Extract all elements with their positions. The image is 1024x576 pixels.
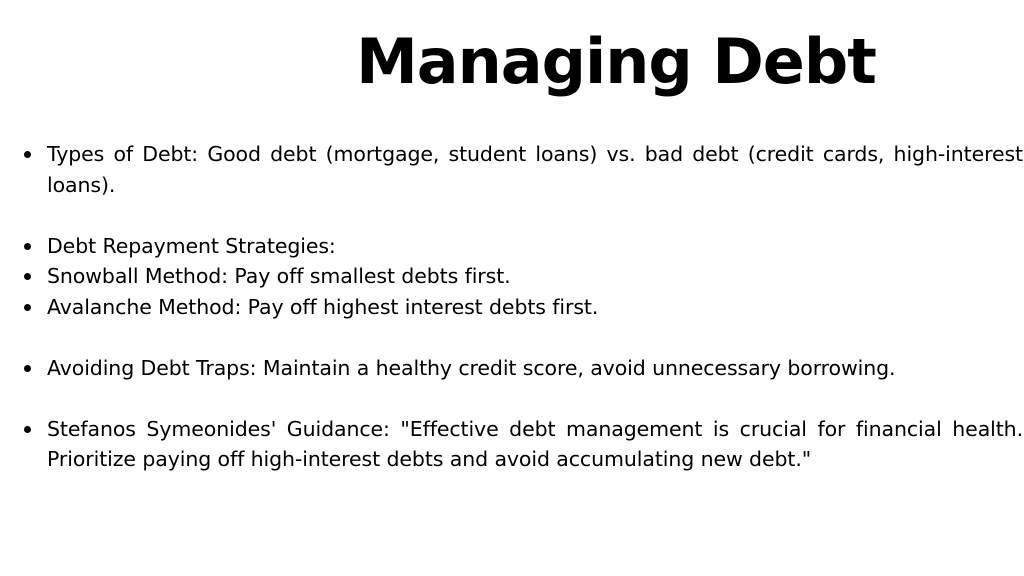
bullet-text: Avalanche Method: Pay off highest interest debts first. xyxy=(47,294,599,319)
bullet-list xyxy=(0,139,1024,475)
bullet-text: Debt Repayment Strategies: xyxy=(47,233,336,258)
bullet-dot-icon xyxy=(24,273,31,280)
bullet-dot-icon xyxy=(24,304,31,311)
bullet-text: Types of Debt: Good debt (mortgage, student loans) vs. bad debt (credit cards, high-interest loans). xyxy=(47,142,1023,197)
bullet-dot-icon xyxy=(24,151,31,158)
bullet-text: Avoiding Debt Traps: Maintain a healthy credit score, avoid unnecessary borrowing. xyxy=(47,355,896,380)
slide-title: Managing Debt xyxy=(356,25,876,98)
bullet-dot-icon xyxy=(24,426,31,433)
bullet-dot-icon xyxy=(24,365,31,372)
bullet-dot-icon xyxy=(24,243,31,250)
bullet-item-avoiding-debt-traps xyxy=(0,353,1023,384)
bullet-item-types-of-debt xyxy=(0,139,1023,200)
bullet-item-snowball-method xyxy=(0,261,1023,292)
list-spacer xyxy=(0,322,1024,353)
bullet-text: Snowball Method: Pay off smallest debts first. xyxy=(47,264,511,288)
list-spacer xyxy=(0,383,1024,414)
list-spacer xyxy=(0,200,1024,231)
bullet-text: Stefanos Symeonides' Guidance: "Effective debt management is crucial for financial health. Prioritize paying off high-interest debts and avoid accumulating new debt." xyxy=(47,416,1023,471)
bullet-item-repayment-strategies xyxy=(0,231,1023,262)
bullet-item-guidance-quote xyxy=(0,414,1023,475)
bullet-item-avalanche-method xyxy=(0,292,1023,323)
